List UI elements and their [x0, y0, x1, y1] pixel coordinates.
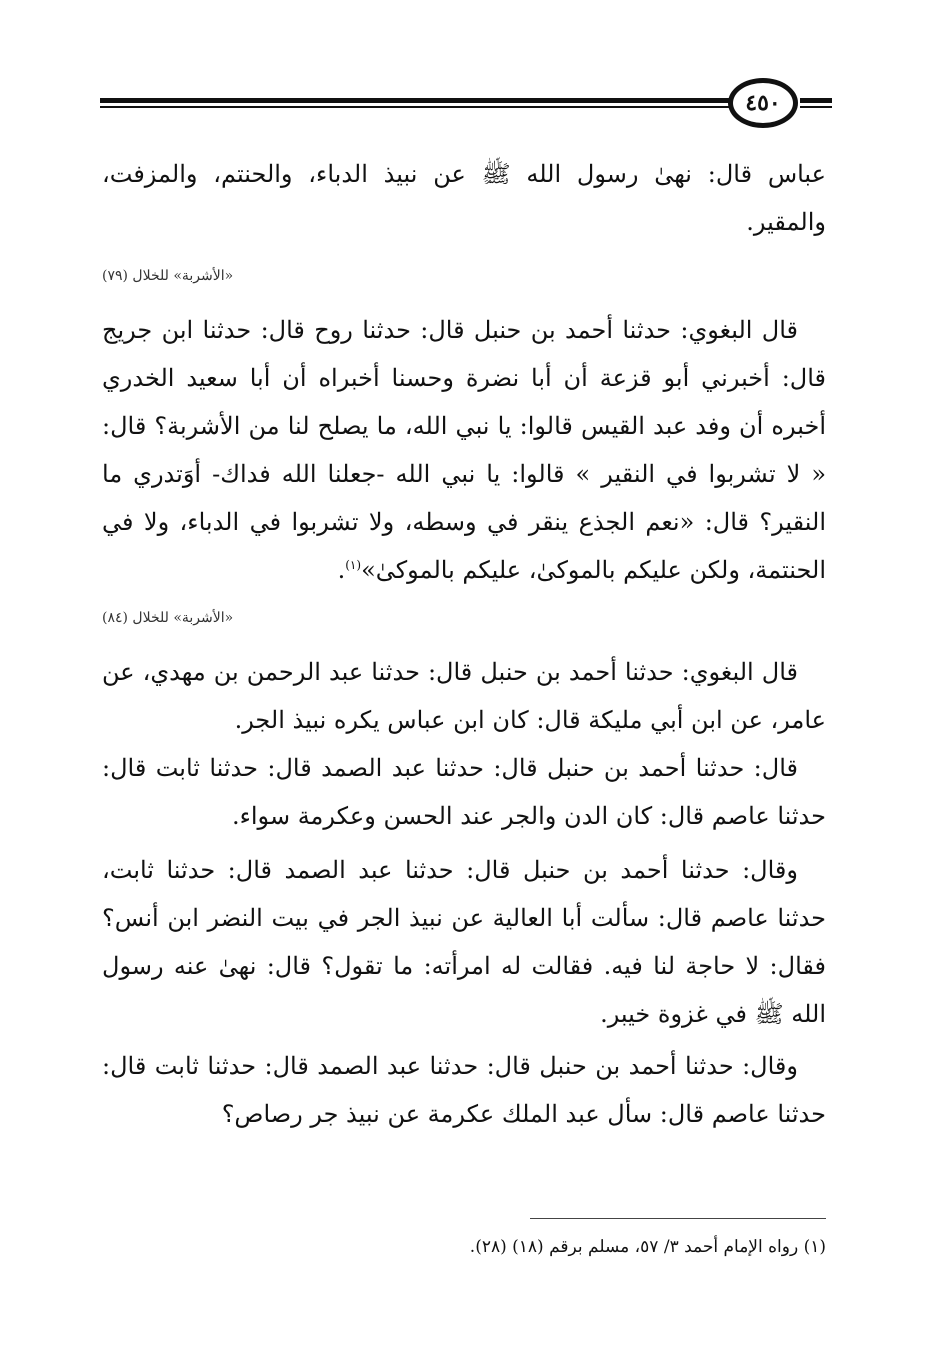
page-header [100, 78, 850, 138]
header-rule-thick [100, 98, 732, 103]
footnote-ref-1: (١) [345, 558, 362, 572]
paragraph-5: وقال: حدثنا أحمد بن حنبل قال: حدثنا عبد الصمد قال: حدثنا ثابت، حدثنا عاصم قال: سألت أبا العالية عن نبيذ الجر في بيت النضر ابن أنس؟ فقال: لا حاجة لنا فيه. فقالت له امرأته: ما تقول؟ قال: نهىٰ عنه رسول الله ﷺ في غزوة خيبر. [102, 856, 826, 1028]
source-citation-1-wrap [102, 248, 826, 296]
paragraph-2-text: قال البغوي: حدثنا أحمد بن حنبل قال: حدثنا روح قال: حدثنا ابن جريج قال: أخبرني أبو قزعة أن أبا نضرة وحسنا أخبراه أن أبا سعيد الخدري أخبره أن وفد عبد القيس قالوا: يا نبي الله، ما يصلح لنا من الأشربة؟ قال: « لا تشربوا في النقير » قالوا: يا نبي الله -جعلنا الله فداك- أوَتدري ما النقير؟ قال: «نعم الجذع ينقر في وسطه، ولا تشربوا في الدباء، ولا في الحنتمة، ولكن عليكم بالموكىٰ، عليكم بالموكىٰ» [102, 316, 826, 584]
footnote-divider [530, 1218, 826, 1219]
main-text [102, 150, 826, 1138]
paragraph-1: عباس قال: نهىٰ رسول الله ﷺ عن نبيذ الدباء، والحنتم، والمزفت، والمقير. [102, 160, 826, 236]
paragraph-3: قال البغوي: حدثنا أحمد بن حنبل قال: حدثنا عبد الرحمن بن مهدي، عن عامر، عن ابن أبي مليكة قال: كان ابن عباس يكره نبيذ الجر. [102, 658, 826, 734]
source-citation-2-wrap [102, 590, 826, 638]
page-number: ٤٥٠ [728, 78, 798, 128]
footnote-1: (١) رواه الإمام أحمد ٣/ ٥٧، مسلم برقم (١٨) (٢٨). [469, 1237, 826, 1257]
source-citation-2: «الأشربة» للخلال (٨٤) [102, 610, 234, 626]
paragraph-6: وقال: حدثنا أحمد بن حنبل قال: حدثنا عبد الصمد قال: حدثنا ثابت قال: حدثنا عاصم قال: سأل عبد الملك عكرمة عن نبيذ جر رصاص؟ [102, 1052, 826, 1128]
header-rule-thin [100, 106, 732, 108]
source-citation-1: «الأشربة» للخلال (٧٩) [102, 268, 234, 284]
header-rule-right-thick [800, 98, 832, 103]
paragraph-2: قال البغوي: حدثنا أحمد بن حنبل قال: حدثنا روح قال: حدثنا ابن جريج قال: أخبرني أبو قزعة أن أبا نضرة وحسنا أخبراه أن أبا سعيد الخدري أخبره أن وفد عبد القيس قالوا: يا نبي الله، ما يصلح لنا من الأشربة؟ قال: « لا تشربوا في النقير » قالوا: يا نبي الله -جعلنا الله فداك- أوَتدري ما النقير؟ قال: «نعم الجذع ينقر في وسطه، ولا تشربوا في الدباء، ولا في الحنتمة، ولكن عليكم بالموكىٰ، عليكم بالموكىٰ»$^{(١)}$. [102, 316, 826, 584]
header-rule-right-thin [800, 106, 832, 108]
paragraph-4: قال: حدثنا أحمد بن حنبل قال: حدثنا عبد الصمد قال: حدثنا ثابت قال: حدثنا عاصم قال: كان الدن والجر عند الحسن وعكرمة سواء. [102, 754, 826, 830]
